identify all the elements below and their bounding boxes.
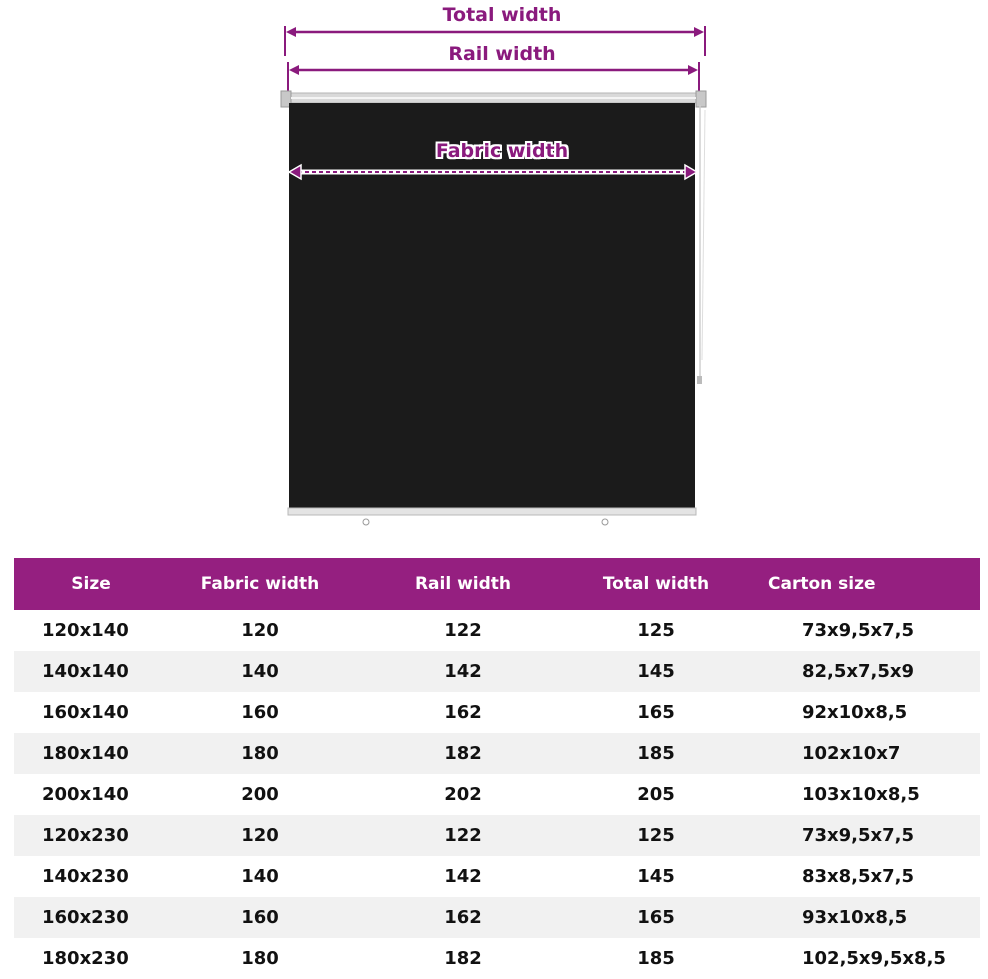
pull-chain <box>697 105 705 384</box>
cell-total-width: 185 <box>637 743 675 764</box>
cell-fabric-width: 180 <box>241 948 279 969</box>
cell-fabric-width: 140 <box>241 661 279 682</box>
cell-carton-size: 102,5x9,5x8,5 <box>802 948 946 969</box>
cell-carton-size: 92x10x8,5 <box>802 702 908 723</box>
cell-rail-width: 182 <box>444 948 482 969</box>
cell-total-width: 145 <box>637 661 675 682</box>
table-row <box>14 897 980 938</box>
cell-fabric-width: 200 <box>241 784 279 805</box>
cell-fabric-width: 180 <box>241 743 279 764</box>
cell-fabric-width: 160 <box>241 907 279 928</box>
cell-carton-size: 73x9,5x7,5 <box>802 825 915 846</box>
cell-fabric-width: 140 <box>241 866 279 887</box>
cell-size: 160x230 <box>42 907 129 928</box>
cell-fabric-width: 160 <box>241 702 279 723</box>
cell-fabric-width: 120 <box>241 825 279 846</box>
table-body <box>14 610 980 979</box>
cell-rail-width: 122 <box>444 825 482 846</box>
cell-rail-width: 142 <box>444 866 482 887</box>
table-row <box>14 733 980 774</box>
cell-rail-width: 142 <box>444 661 482 682</box>
cell-size: 180x140 <box>42 743 129 764</box>
cell-rail-width: 202 <box>444 784 482 805</box>
cell-total-width: 125 <box>637 825 675 846</box>
table-row <box>14 610 980 651</box>
cell-carton-size: 73x9,5x7,5 <box>802 620 915 641</box>
column-header-fabric-width: Fabric width <box>200 574 320 594</box>
table-header <box>14 558 980 610</box>
cell-size: 120x140 <box>42 620 129 641</box>
cell-rail-width: 162 <box>444 907 482 928</box>
column-header-size: Size <box>71 574 111 594</box>
table-row <box>14 692 980 733</box>
cell-total-width: 125 <box>637 620 675 641</box>
fabric-width-label: Fabric width <box>435 140 569 162</box>
fabric-panel <box>289 103 695 510</box>
cell-rail-width: 162 <box>444 702 482 723</box>
table-row <box>14 856 980 897</box>
cell-carton-size: 82,5x7,5x9 <box>802 661 915 682</box>
cell-carton-size: 83x8,5x7,5 <box>802 866 915 887</box>
cell-carton-size: 102x10x7 <box>802 743 901 764</box>
cell-size: 140x140 <box>42 661 129 682</box>
table-row <box>14 774 980 815</box>
cell-total-width: 205 <box>637 784 675 805</box>
cell-total-width: 165 <box>637 907 675 928</box>
table-row <box>14 938 980 979</box>
cell-total-width: 185 <box>637 948 675 969</box>
table-row <box>14 651 980 692</box>
total-width-label: Total width <box>442 4 562 26</box>
cell-total-width: 165 <box>637 702 675 723</box>
column-header-total-width: Total width <box>602 574 710 594</box>
cell-fabric-width: 120 <box>241 620 279 641</box>
rail-width-dimension <box>288 62 699 92</box>
cell-carton-size: 103x10x8,5 <box>802 784 920 805</box>
cell-size: 160x140 <box>42 702 129 723</box>
cell-rail-width: 122 <box>444 620 482 641</box>
cell-size: 140x230 <box>42 866 129 887</box>
column-header-carton-size: Carton size <box>768 574 876 594</box>
bottom-bar <box>288 508 696 525</box>
size-table <box>14 558 980 979</box>
rail-width-label: Rail width <box>448 43 556 65</box>
cell-size: 120x230 <box>42 825 129 846</box>
cell-size: 200x140 <box>42 784 129 805</box>
cell-carton-size: 93x10x8,5 <box>802 907 908 928</box>
cell-size: 180x230 <box>42 948 129 969</box>
cell-total-width: 145 <box>637 866 675 887</box>
cell-rail-width: 182 <box>444 743 482 764</box>
table-row <box>14 815 980 856</box>
column-header-rail-width: Rail width <box>414 574 512 594</box>
